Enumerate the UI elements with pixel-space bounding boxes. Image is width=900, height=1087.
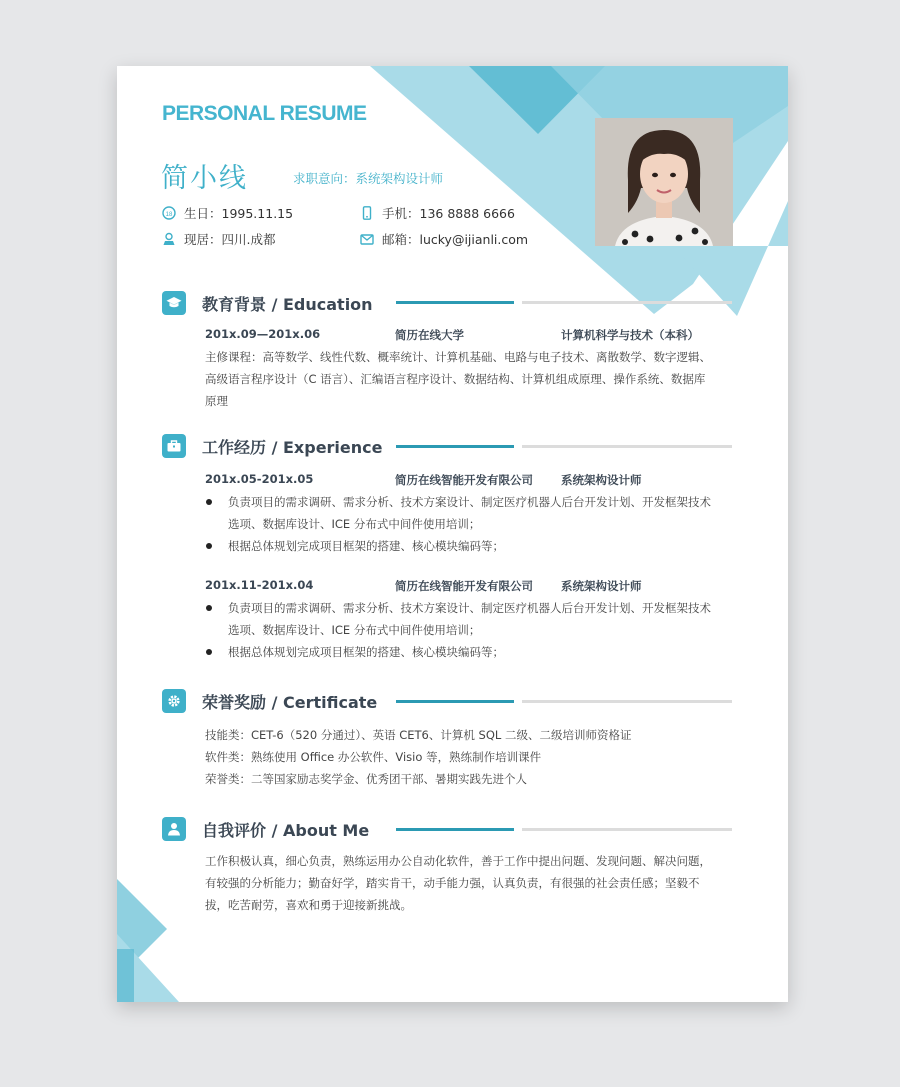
education-period: 201x.09—201x.06	[205, 327, 321, 341]
about-section-header	[162, 817, 369, 841]
location-text: 现居：四川.成都	[184, 232, 276, 247]
job-intent: 求职意向：系统架构设计师	[293, 171, 444, 186]
job-period: 201x.05-201x.05	[205, 472, 314, 486]
education-title: 教育背景 / Education	[202, 294, 373, 314]
about-line: 拔，吃苦耐劳，喜欢和勇于迎接新挑战。	[205, 898, 412, 912]
phone-info	[360, 204, 515, 222]
phone-icon	[360, 206, 374, 220]
section-divider	[522, 700, 732, 703]
education-major: 计算机科学与技术（本科）	[561, 328, 699, 342]
education-school: 简历在线大学	[395, 328, 464, 342]
section-divider-accent	[396, 828, 514, 831]
section-divider	[522, 828, 732, 831]
about-line: 有较强的分析能力；勤奋好学，踏实肯干，动手能力强，认真负责，有很强的社会责任感；坚毅不	[205, 876, 700, 890]
job-bullet	[205, 491, 737, 535]
profile-photo	[595, 118, 733, 246]
experience-title: 工作经历 / Experience	[202, 437, 383, 457]
certificate-title: 荣誉奖励 / Certificate	[202, 692, 378, 712]
location-pin-icon	[162, 232, 176, 246]
bullet-line: 选项、数据库设计、ICE 分布式中间件使用培训；	[228, 623, 481, 637]
bullet-dot	[206, 543, 212, 549]
education-section-header	[162, 291, 373, 315]
job-entry-row	[205, 472, 737, 488]
bullet-line: 负责项目的需求调研、需求分析、技术方案设计、制定医疗机器人后台开发计划、开发框架技术	[228, 495, 711, 509]
about-text	[205, 850, 737, 916]
bullet-dot	[206, 605, 212, 611]
job-period: 201x.11-201x.04	[205, 578, 314, 592]
birth-info	[162, 204, 293, 222]
job-entry-row	[205, 578, 737, 594]
education-courses	[205, 346, 737, 412]
applicant-name: 简小线	[161, 163, 248, 194]
bullet-dot	[206, 499, 212, 505]
graduation-cap-icon	[162, 291, 186, 315]
courses-line: 主修课程：高等数学、线性代数、概率统计、计算机基础、电路与电子技术、离散数学、数字逻辑、	[205, 350, 711, 364]
email-text: 邮箱：lucky@ijianli.com	[382, 232, 529, 247]
section-divider-accent	[396, 700, 514, 703]
job-bullet	[205, 597, 737, 641]
certificate-software: 软件类：熟练使用 Office 办公软件、Visio 等，熟练制作培训课件	[205, 750, 542, 764]
section-divider-accent	[396, 301, 514, 304]
bullet-dot	[206, 649, 212, 655]
birth-text: 生日：1995.11.15	[184, 206, 294, 221]
section-divider	[522, 301, 732, 304]
bullet-line: 选项、数据库设计、ICE 分布式中间件使用培训；	[228, 517, 481, 531]
svg-text:18: 18	[165, 212, 173, 218]
cake-icon	[162, 206, 176, 220]
bullet-line: 根据总体规划完成项目框架的搭建、核心模块编码等；	[228, 645, 504, 659]
section-divider	[522, 445, 732, 448]
location-info	[162, 230, 275, 248]
job-role: 系统架构设计师	[561, 473, 642, 487]
mail-icon	[360, 232, 374, 246]
section-divider-accent	[396, 445, 514, 448]
phone-text: 手机：136 8888 6666	[382, 206, 515, 221]
resume-page	[117, 66, 788, 1002]
job-company: 简历在线智能开发有限公司	[395, 473, 533, 487]
gear-icon	[162, 689, 186, 713]
education-entry-row	[205, 327, 737, 343]
job-role: 系统架构设计师	[561, 579, 642, 593]
courses-line: 原理	[205, 394, 228, 408]
certificate-skills: 技能类：CET-6（520 分通过）、英语 CET6、计算机 SQL 二级、二级培训师资格证	[205, 728, 632, 742]
about-line: 工作积极认真，细心负责，熟练运用办公自动化软件，善于工作中提出问题、发现问题、解决问题，	[205, 854, 711, 868]
about-title: 自我评价 / About Me	[202, 820, 370, 840]
certificate-honors: 荣誉类：二等国家励志奖学金、优秀团干部、暑期实践先进个人	[205, 772, 527, 786]
job-company: 简历在线智能开发有限公司	[395, 579, 533, 593]
person-icon	[162, 817, 186, 841]
bullet-line: 负责项目的需求调研、需求分析、技术方案设计、制定医疗机器人后台开发计划、开发框架技术	[228, 601, 711, 615]
email-info	[360, 230, 528, 248]
experience-section-header	[162, 434, 383, 458]
certificate-section-header	[162, 689, 377, 713]
bullet-line: 根据总体规划完成项目框架的搭建、核心模块编码等；	[228, 539, 504, 553]
briefcase-icon	[162, 434, 186, 458]
resume-brand-title: PERSONAL RESUME	[162, 102, 367, 125]
courses-line: 高级语言程序设计（C 语言）、汇编语言程序设计、数据结构、计算机组成原理、操作系统、数据库	[205, 372, 706, 386]
job-bullet	[205, 641, 737, 663]
job-bullet	[205, 535, 737, 557]
